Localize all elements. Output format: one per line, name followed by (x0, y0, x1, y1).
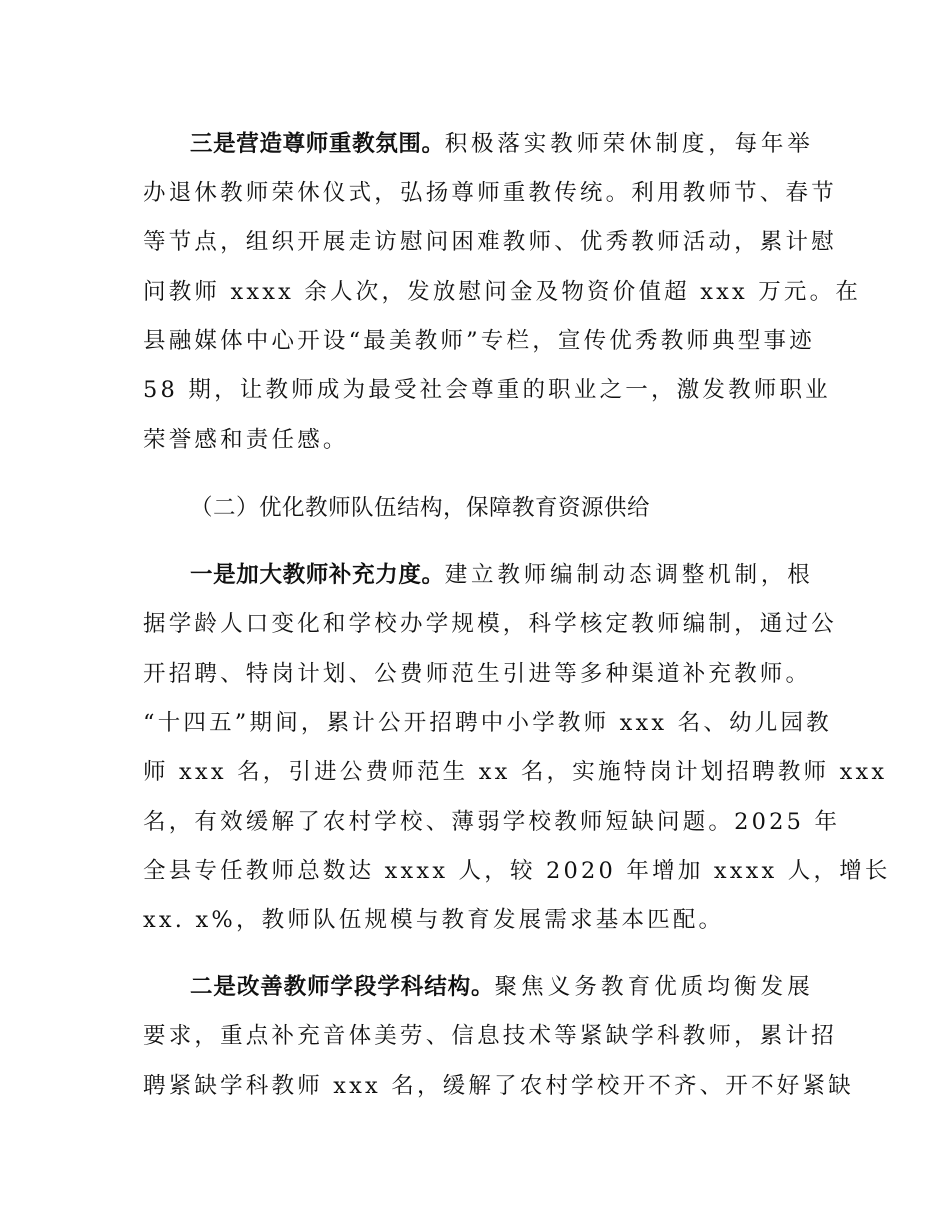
paragraph-line: 荣誉感和责任感。 (143, 427, 349, 453)
paragraph-line: 58 期，让教师成为最受社会尊重的职业之一，激发教师职业 (143, 377, 831, 403)
paragraph-line: 名，有效缓解了农村学校、薄弱学校教师短缺问题。2025 年 (143, 809, 841, 835)
paragraph-line: 师 xxx 名，引进公费师范生 xx 名，实施特岗计划招聘教师 xxx (143, 759, 888, 785)
paragraph-line: 据学龄人口变化和学校办学规模，科学核定教师编制，通过公 (143, 611, 837, 637)
paragraph-line: 聘紧缺学科教师 xxx 名，缓解了农村学校开不齐、开不好紧缺 (143, 1073, 854, 1099)
paragraph-line: 全县专任教师总数达 xxxx 人，较 2020 年增加 xxxx 人，增长 (143, 858, 891, 884)
paragraph-line: 问教师 xxxx 余人次，发放慰问金及物资价值超 xxx 万元。在 (143, 279, 862, 305)
paragraph-text: 聚焦义务教育优质均衡发展 (494, 974, 813, 1000)
paragraph-lead-heading: 一是加大教师补充力度。 (190, 562, 445, 588)
paragraph-text: 积极落实教师荣休制度，每年举 (444, 131, 813, 157)
paragraph-line: 要求，重点补充音体美劳、信息技术等紧缺学科教师，累计招 (143, 1023, 837, 1049)
section-heading: （二）优化教师队伍结构，保障教育资源供给 (190, 495, 651, 521)
paragraph-line: 办退休教师荣休仪式，弘扬尊师重教传统。利用教师节、春节 (143, 180, 837, 206)
paragraph-line (190, 124, 813, 164)
paragraph-line (190, 967, 813, 1007)
paragraph-line: 等节点，组织开展走访慰问困难教师、优秀教师活动，累计慰 (143, 229, 837, 255)
paragraph-lead-heading: 二是改善教师学段学科结构。 (190, 974, 495, 1000)
paragraph-line: “十四五”期间，累计公开招聘中小学教师 xxx 名、幼儿园教 (143, 710, 832, 736)
paragraph-line: 开招聘、特岗计划、公费师范生引进等多种渠道补充教师。 (143, 661, 812, 687)
paragraph-text: 建立教师编制动态调整机制，根 (444, 562, 813, 588)
paragraph-line: xx. x%，教师队伍规模与教育发展需求基本匹配。 (143, 907, 725, 933)
paragraph-line (190, 555, 813, 595)
paragraph-line: 县融媒体中心开设“最美教师”专栏，宣传优秀教师典型事迹 (143, 328, 815, 354)
paragraph-lead-heading: 三是营造尊师重教氛围。 (190, 131, 445, 157)
